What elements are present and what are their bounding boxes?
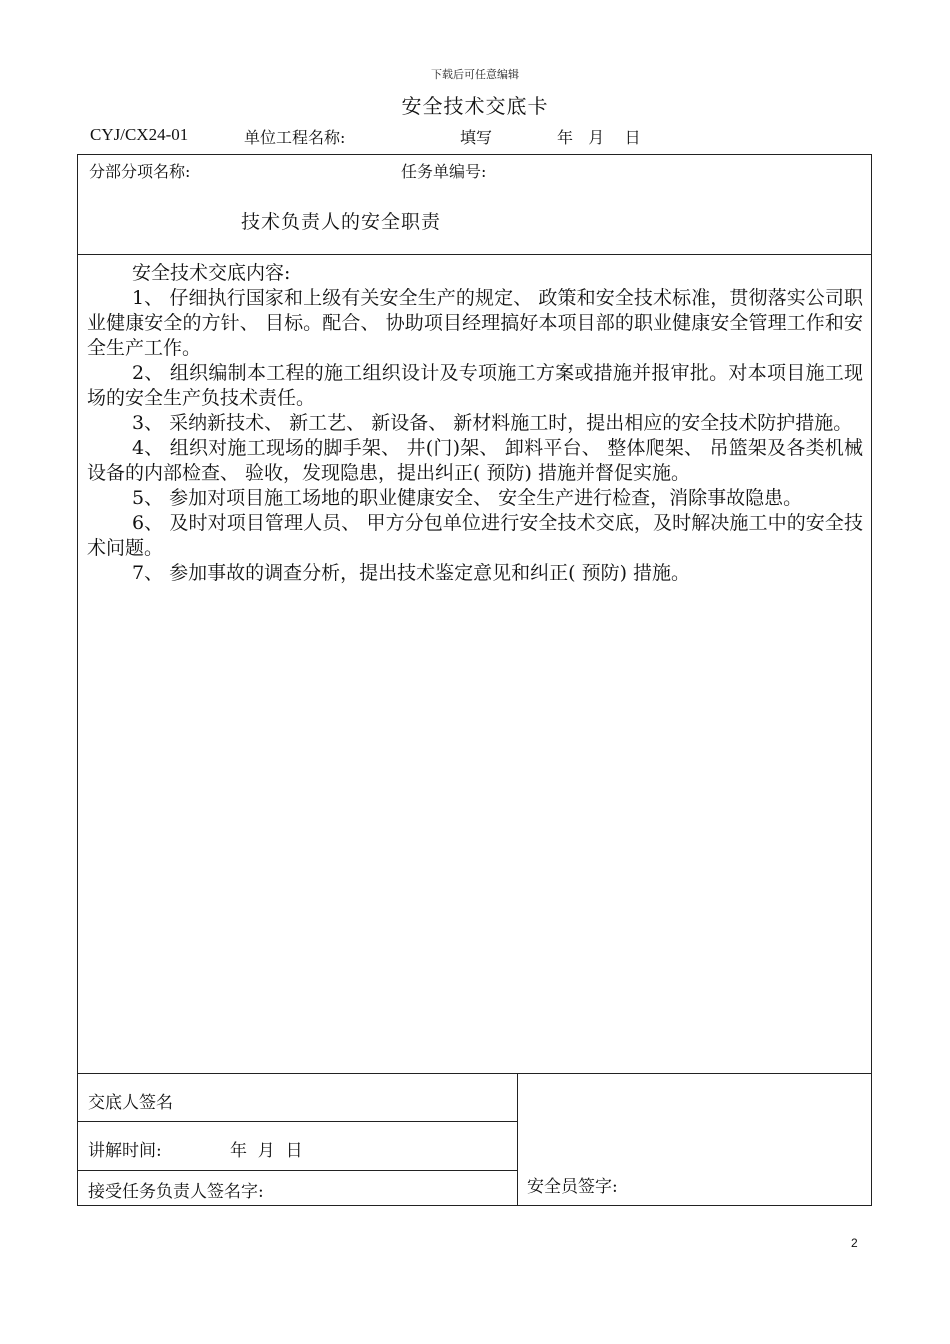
document-code: CYJ/CX24-01 (90, 125, 189, 144)
receiver-signature-label: 接受任务负责人签名字: (88, 1182, 264, 1202)
content-item: 3、 采纳新技术、 新工艺、 新设备、 新材料施工时，提出相应的安全技术防护措施。 (132, 412, 853, 434)
form-header-section (78, 155, 871, 255)
explanation-time-row[interactable] (78, 1122, 517, 1171)
content-item: 7、 参加事故的调查分析，提出技术鉴定意见和纠正( 预防) 措施。 (132, 562, 691, 584)
content-item: 2、 组织编制本工程的施工组织设计及专项施工方案或措施并报审批。对本项目施工现场的安全生产负技术责任。 (87, 362, 863, 409)
content-item: 6、 及时对项目管理人员、 甲方分包单位进行安全技术交底，及时解决施工中的安全技术问题。 (87, 512, 863, 559)
briefer-signature-label: 交底人签名 (88, 1093, 173, 1113)
task-number-label: 任务单编号: (401, 162, 487, 181)
watermark-text: 下载后可任意编辑 (431, 68, 519, 81)
header-date-label: 年 月 日 (557, 128, 641, 147)
signature-left-column (78, 1074, 518, 1205)
header-meta-row (90, 125, 790, 147)
page-number: 2 (851, 1236, 858, 1250)
content-item: 5、 参加对项目施工场地的职业健康安全、 安全生产进行检查，消除事故隐患。 (132, 487, 803, 509)
briefer-signature-row[interactable] (78, 1074, 517, 1122)
card-heading: 技术负责人的安全职责 (241, 211, 442, 233)
fill-in-label: 填写 (460, 128, 493, 147)
receiver-signature-row[interactable] (78, 1171, 517, 1205)
content-item: 4、 组织对施工现场的脚手架、 井(门)架、 卸料平台、 整体爬架、 吊篮架及各类机械设备的内部检查、 验收，发现隐患，提出纠正( 预防) 措施并督促实施。 (87, 437, 863, 484)
explanation-time-label: 讲解时间: (88, 1141, 162, 1161)
briefing-content (87, 261, 863, 586)
document-title: 安全技术交底卡 (401, 94, 549, 118)
signature-section (78, 1073, 871, 1205)
content-title: 安全技术交底内容: (132, 262, 291, 284)
sub-item-name-label: 分部分项名称: (89, 162, 191, 181)
form-table (77, 154, 872, 1206)
unit-project-name-label: 单位工程名称: (244, 128, 346, 147)
explanation-date: 年 月 日 (230, 1141, 303, 1161)
safety-officer-signature-label: 安全员签字: (527, 1177, 618, 1197)
content-item: 1、 仔细执行国家和上级有关安全生产的规定、 政策和安全技术标准，贯彻落实公司职业健康安全的方针、 目标。配合、 协助项目经理搞好本项目部的职业健康安全管理工作和安全生产工作。 (87, 287, 863, 359)
